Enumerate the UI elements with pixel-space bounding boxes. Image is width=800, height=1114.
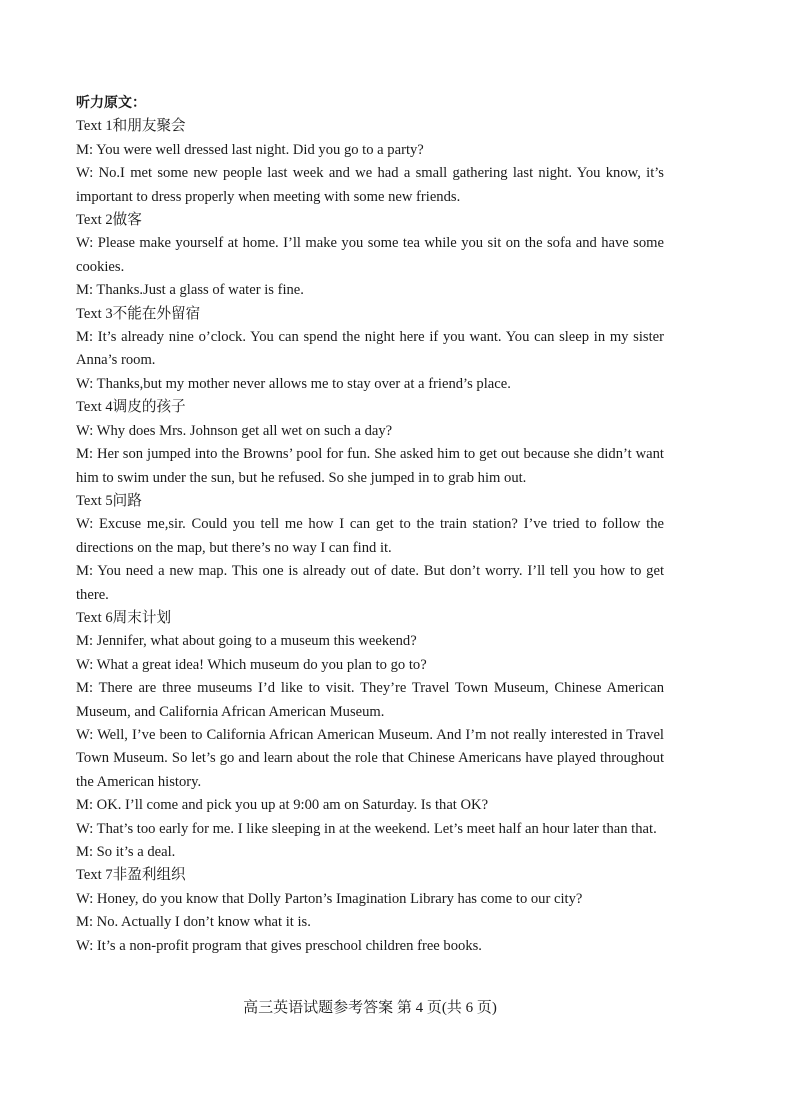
dialogue-line: W: Excuse me,sir. Could you tell me how I can get to the train station? I’ve tried to follow the directions on the map, but there’s no way I can find it. (76, 516, 664, 556)
dialogue-line: M: So it’s a deal. (76, 844, 176, 860)
dialogue-line: W: That’s too early for me. I like sleeping in at the weekend. Let’s meet half an hour later than that. (76, 820, 657, 837)
dialogue-line: W: Thanks,but my mother never allows me to stay over at a friend’s place. (76, 375, 511, 392)
text-section-6 (76, 607, 664, 864)
transcript-heading: 听力原文： (76, 95, 146, 111)
text-title: Text 1和朋友聚会 (76, 118, 186, 135)
dialogue-line: W: What a great idea! Which museum do you plan to go to? (76, 656, 427, 673)
dialogue-line: W: Honey, do you know that Dolly Parton’s Imagination Library has come to our city? (76, 890, 583, 907)
text-title: Text 7非盈利组织 (76, 867, 186, 884)
dialogue-line: M: You were well dressed last night. Did you go to a party? (76, 141, 424, 158)
dialogue-line: M: Her son jumped into the Browns’ pool for fun. She asked him to get out because she didn’t want him to swim under the sun, but he refused. So she jumped in to grab him out. (76, 446, 664, 486)
text-section-5 (76, 490, 664, 607)
text-title: Text 4调皮的孩子 (76, 399, 186, 416)
text-title: Text 5问路 (76, 492, 142, 509)
dialogue-line: W: Well, I’ve been to California African American Museum. And I’m not really interested in Travel Town Museum. So let’s go and learn about the role that Chinese Americans have played throughout the American history. (76, 726, 664, 790)
text-title: Text 2做客 (76, 212, 142, 229)
page-footer: 高三英语试题参考答案 第 4 页(共 6 页) (243, 1000, 497, 1016)
text-section-1 (76, 115, 664, 209)
dialogue-line: M: Thanks.Just a glass of water is fine. (76, 282, 304, 299)
text-section-2 (76, 209, 664, 303)
dialogue-line: M: No. Actually I don’t know what it is. (76, 914, 311, 931)
dialogue-line: M: Jennifer, what about going to a museum this weekend? (76, 633, 417, 650)
dialogue-line: M: OK. I’ll come and pick you up at 9:00 am on Saturday. Is that OK? (76, 797, 489, 814)
text-title: Text 6周末计划 (76, 609, 172, 626)
text-section-3 (76, 303, 664, 397)
dialogue-line: W: No.I met some new people last week and we had a small gathering last night. You know, it’s important to dress properly when meeting with some new friends. (76, 165, 664, 205)
dialogue-line: W: It’s a non-profit program that gives preschool children free books. (76, 937, 482, 954)
dialogue-line: M: There are three museums I’d like to visit. They’re Travel Town Museum, Chinese American Museum, and California African American Museum. (76, 680, 664, 720)
dialogue-line: M: It’s already nine o’clock. You can spend the night here if you want. You can sleep in my sister Anna’s room. (76, 329, 664, 369)
dialogue-line: W: Please make yourself at home. I’ll make you some tea while you sit on the sofa and have some cookies. (76, 235, 664, 275)
dialogue-line: W: Why does Mrs. Johnson get all wet on such a day? (76, 422, 393, 439)
text-section-7 (76, 864, 664, 958)
text-section-4 (76, 396, 664, 490)
transcript-content (76, 92, 664, 958)
dialogue-line: M: You need a new map. This one is already out of date. But don’t worry. I’ll tell you how to get there. (76, 563, 664, 603)
text-title: Text 3不能在外留宿 (76, 305, 201, 322)
